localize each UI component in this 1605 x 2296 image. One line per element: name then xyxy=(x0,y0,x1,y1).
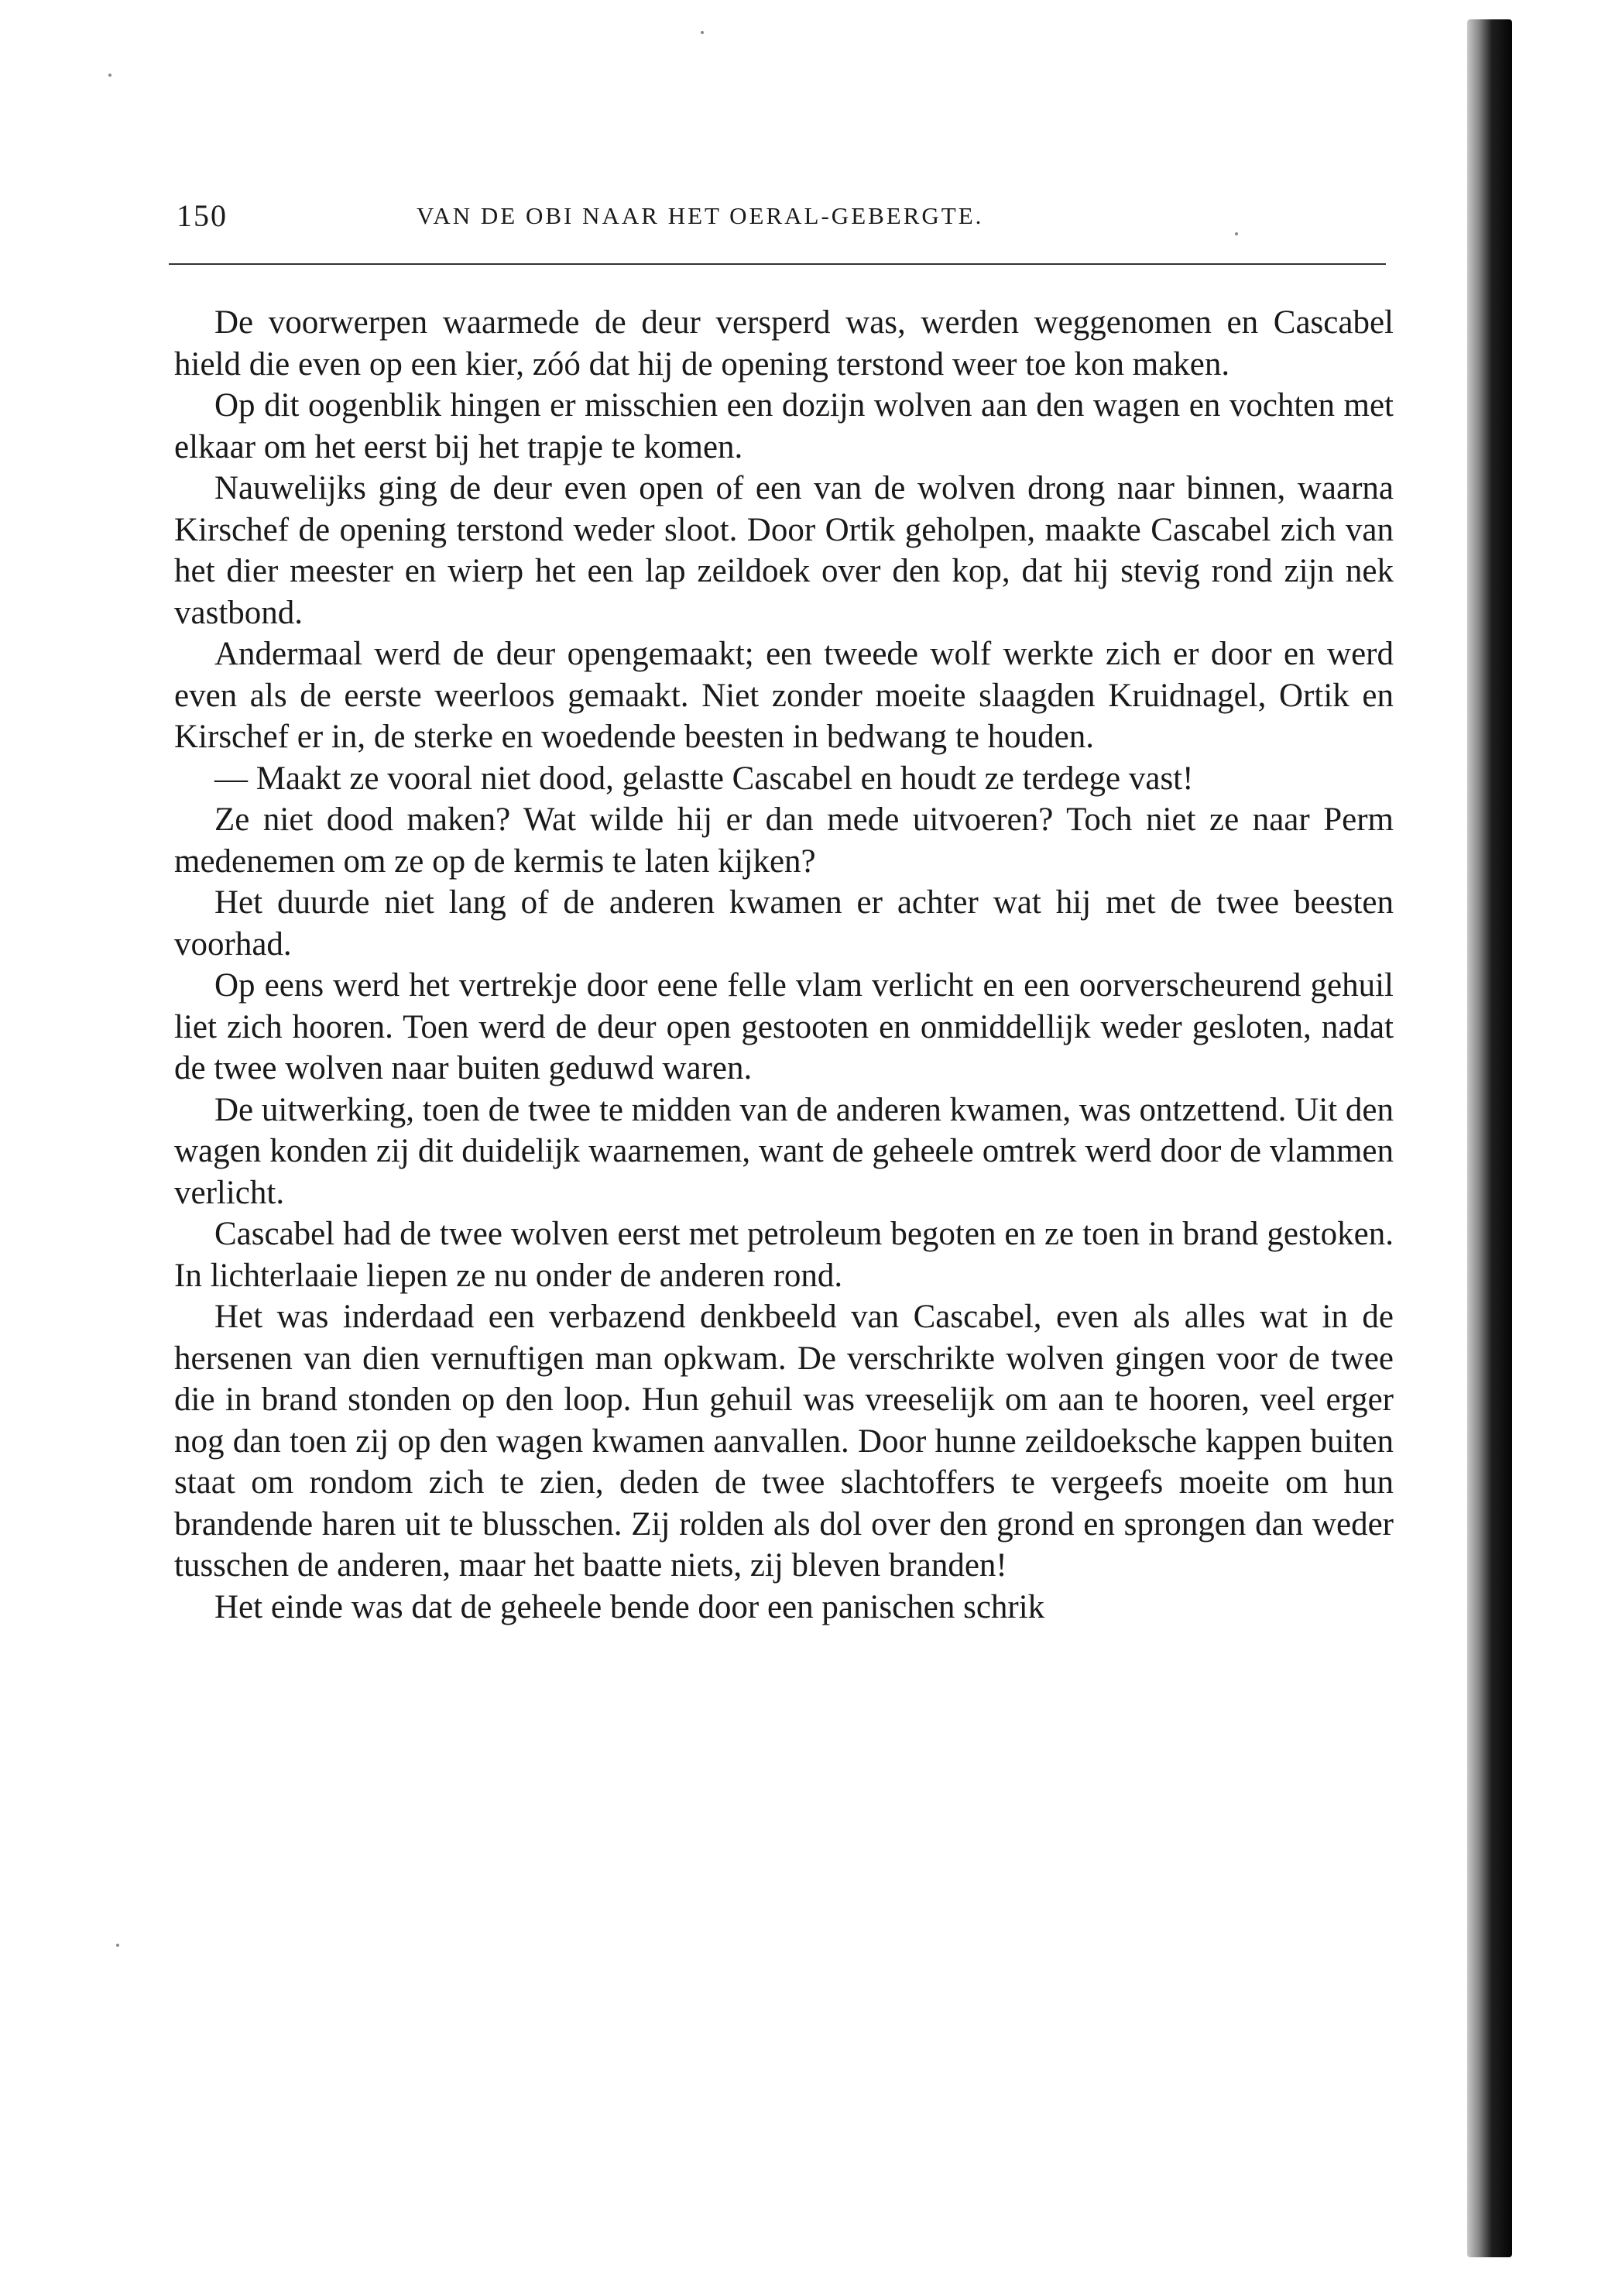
paragraph: Cascabel had de twee wolven eerst met petroleum begoten en ze toen in brand gestoken. In lichterlaaie liepen ze nu onder de anderen rond. xyxy=(174,1216,1394,1294)
book-binding-edge xyxy=(1467,19,1512,2257)
running-title: VAN DE OBI NAAR HET OERAL-GEBERGTE. xyxy=(417,202,984,229)
paragraph: Het duurde niet lang of de anderen kwamen er achter wat hij met de twee beesten voorhad. xyxy=(174,884,1394,963)
paragraph: — Maakt ze vooral niet dood, gelastte Cascabel en houdt ze terdege vast! xyxy=(214,760,1194,797)
page-number: 150 xyxy=(177,198,228,233)
paper-speck xyxy=(1235,232,1238,235)
paragraph: Het einde was dat de geheele bende door een panischen schrik xyxy=(214,1588,1045,1625)
paper-speck xyxy=(116,1944,119,1947)
paragraph: De uitwerking, toen de twee te midden van de anderen kwamen, was ontzettend. Uit den wagen konden zij dit duidelijk waarnemen, want de geheele omtrek werd door de vlammen verlicht. xyxy=(174,1091,1394,1211)
paragraph: De voorwerpen waarmede de deur versperd was, werden weggenomen en Cascabel hield die even op een kier, zóó dat hij de opening terstond weer toe kon maken. xyxy=(174,304,1394,383)
paragraph: Het was inderdaad een verbazend denkbeeld van Cascabel, even als alles wat in de hersenen van dien vernuftigen man opkwam. De verschrikte wolven gingen voor de twee die in brand stonden op den loop. Hun gehuil was vreeselijk om aan te hooren, veel erger nog dan toen zij op den wagen kwamen aanvallen. Door hunne zeildoeksche kappen buiten staat om rondom zich te zien, deden de twee slachtoffers te vergeefs moeite om hun brandende haren uit te blusschen. Zij rolden als dol over den grond en sprongen dan weder tusschen de anderen, maar het baatte niets, zij bleven branden! xyxy=(174,1299,1394,1584)
paper-speck xyxy=(108,74,111,77)
body-text xyxy=(174,302,1394,1628)
paragraph: Ze niet dood maken? Wat wilde hij er dan mede uitvoeren? Toch niet ze naar Perm medenemen om ze op de kermis te laten kijken? xyxy=(174,801,1394,880)
paragraph: Andermaal werd de deur opengemaakt; een tweede wolf werkte zich er door en werd even als de eerste weerloos gemaakt. Niet zonder moeite slaagden Kruidnagel, Ortik en Kirschef er in, de sterke en woedende beesten in bedwang te houden. xyxy=(174,636,1394,755)
paper-speck xyxy=(701,31,704,34)
paragraph: Nauwelijks ging de deur even open of een van de wolven drong naar binnen, waarna Kirschef de opening terstond weder sloot. Door Ortik geholpen, maakte Cascabel zich van het dier meester en wierp het een lap zeildoek over den kop, dat hij stevig rond zijn nek vastbond. xyxy=(174,470,1394,631)
paragraph: Op dit oogenblik hingen er misschien een dozijn wolven aan den wagen en vochten met elkaar om het eerst bij het trapje te komen. xyxy=(174,387,1394,465)
paragraph: Op eens werd het vertrekje door eene felle vlam verlicht en een oorverscheurend gehuil liet zich hooren. Toen werd de deur open gestooten en onmiddellijk weder gesloten, nadat de twee wolven naar buiten geduwd waren. xyxy=(174,967,1394,1086)
header-rule xyxy=(169,263,1386,265)
page-header xyxy=(177,197,1384,244)
